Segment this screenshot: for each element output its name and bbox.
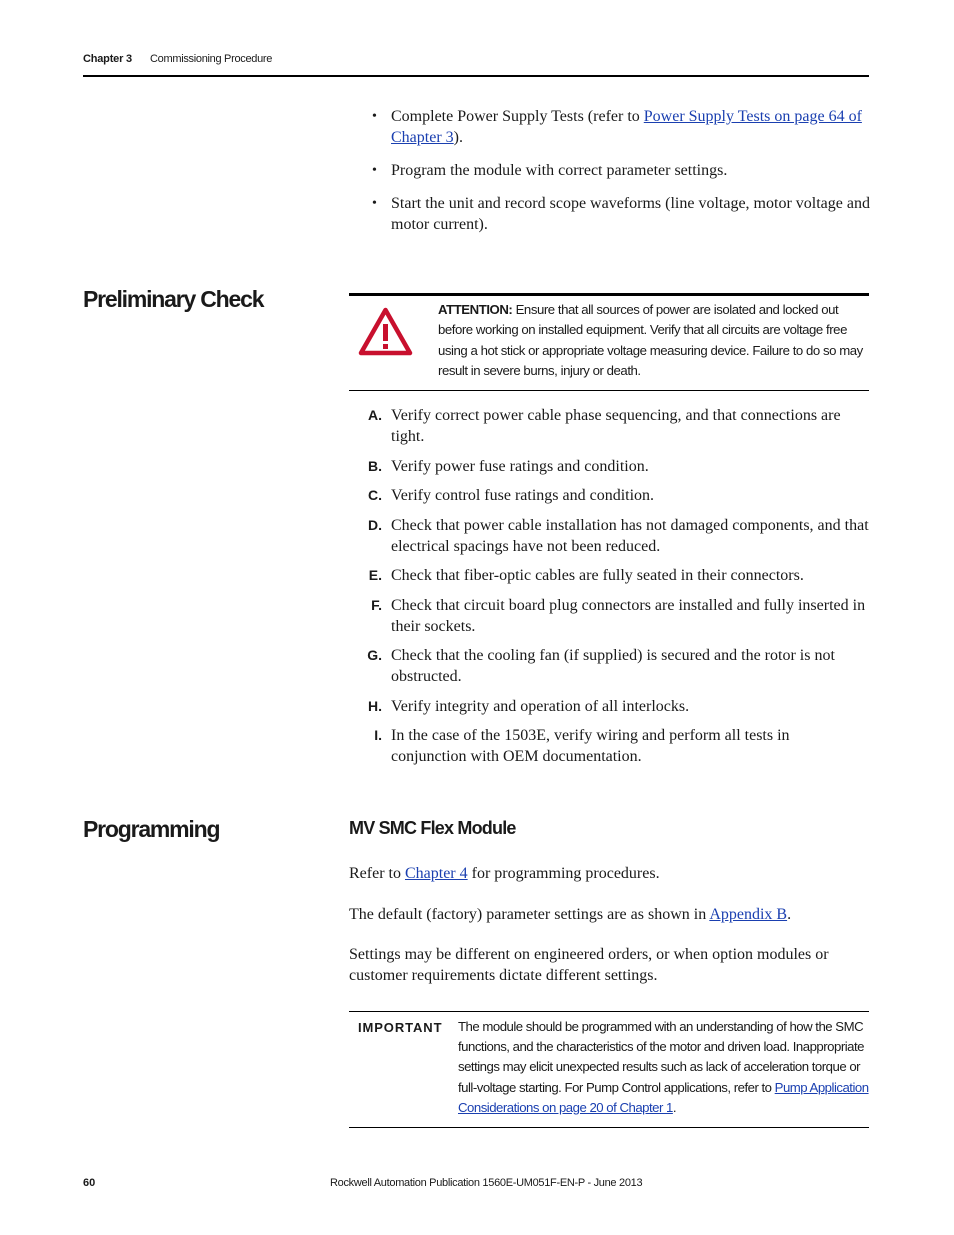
step-letter: B.: [368, 457, 382, 474]
step-letter: A.: [368, 407, 382, 423]
step-text: Check that circuit board plug connectors are installed and fully inserted in their sockets.: [391, 596, 866, 635]
list-item: [370, 106, 870, 148]
attention-body: Ensure that all sources of power are isolated and locked out before working on installed equipment. Verify that all circuits are voltage free using a hot stick or appropriate voltage measuring device. Failure to do so may result in severe burns, injury or death.: [438, 302, 863, 378]
important-text: [458, 1017, 870, 1118]
important-body: The module should be programmed with an understanding of how the SMC functions, and the characteristics of the motor and driven load. Inappropriate settings may elicit unexpected results such as lack of acceleration torque or full-voltage starting. For Pump Control applications, refer to: [458, 1019, 864, 1095]
step-text: Verify power fuse ratings and condition.: [391, 457, 649, 475]
warning-triangle-icon: [358, 307, 413, 357]
subheading-mv-smc-flex-module: MV SMC Flex Module: [349, 818, 516, 838]
preliminary-check-steps: [349, 405, 869, 776]
step-text: Verify integrity and operation of all interlocks.: [391, 697, 690, 715]
step-letter: C.: [368, 487, 382, 503]
step-text: Check that fiber-optic cables are fully seated in their connectors.: [391, 567, 804, 584]
bullet-text: ).: [453, 129, 463, 146]
step-letter: I.: [374, 727, 382, 743]
important-label: IMPORTANT: [358, 1020, 443, 1035]
running-header: [83, 53, 273, 65]
step-letter: E.: [368, 567, 382, 583]
intro-bullet-list: [370, 106, 870, 247]
attention-box: [349, 293, 869, 391]
paragraph-default-settings: [349, 904, 869, 925]
attention-text: [438, 300, 868, 381]
bullet-text: Complete Power Supply Tests (refer to: [391, 108, 644, 125]
paragraph-text: Refer to: [349, 865, 405, 882]
paragraph-text: .: [787, 906, 792, 923]
step-letter: G.: [367, 647, 382, 663]
header-rule: [83, 75, 869, 77]
attention-label: ATTENTION:: [438, 302, 513, 317]
list-item: [349, 696, 869, 717]
pump-application-link[interactable]: Pump Application Considerations on page 20 of Chapter 1: [458, 1079, 869, 1115]
step-letter: D.: [368, 516, 382, 533]
bullet-text: Program the module with correct parameter settings.: [391, 162, 728, 179]
list-item: [370, 160, 870, 181]
list-item: [349, 565, 869, 586]
list-item: [349, 595, 869, 637]
list-item: [349, 485, 869, 506]
page-number: 60: [83, 1177, 96, 1189]
header-chapter: Chapter 3: [83, 53, 132, 65]
step-letter: H.: [368, 697, 382, 714]
bullet-text: Start the unit and record scope waveforms (line voltage, motor voltage and motor current).: [391, 195, 870, 233]
publication-footer: Rockwell Automation Publication 1560E-UM051F-EN-P - June 2013: [330, 1177, 643, 1189]
step-text: In the case of the 1503E, verify wiring and perform all tests in conjunction with OEM documentation.: [391, 727, 790, 765]
step-text: Check that power cable installation has not damaged components, and that electrical spacings have not been reduced.: [391, 516, 869, 555]
step-text: Verify control fuse ratings and condition.: [391, 487, 655, 504]
chapter-4-link[interactable]: Chapter 4: [404, 865, 468, 882]
list-item: [349, 725, 869, 767]
section-heading-programming: Programming: [83, 816, 220, 842]
paragraph-refer-chapter: [349, 863, 869, 884]
appendix-b-link[interactable]: Appendix B: [709, 906, 788, 923]
list-item: [349, 405, 869, 447]
list-item: [349, 645, 869, 687]
step-text: Check that the cooling fan (if supplied) is secured and the rotor is not obstructed.: [391, 647, 835, 685]
list-item: [349, 515, 869, 557]
step-text: Verify correct power cable phase sequencing, and that connections are tight.: [391, 407, 841, 445]
paragraph-engineered-orders: Settings may be different on engineered orders, or when option modules or customer requirements dictate different settings.: [349, 946, 829, 984]
important-box: [349, 1011, 869, 1128]
section-heading-preliminary-check: Preliminary Check: [83, 286, 264, 312]
header-title: Commissioning Procedure: [150, 53, 273, 65]
step-letter: F.: [371, 596, 382, 613]
paragraph-text: The default (factory) parameter settings are as shown in: [349, 906, 710, 923]
list-item: [349, 456, 869, 477]
list-item: [370, 193, 870, 235]
important-body: .: [672, 1099, 677, 1115]
paragraph-text: for programming procedures.: [467, 865, 660, 882]
power-supply-tests-link[interactable]: Power Supply Tests on page 64 of Chapter 3: [391, 108, 862, 146]
